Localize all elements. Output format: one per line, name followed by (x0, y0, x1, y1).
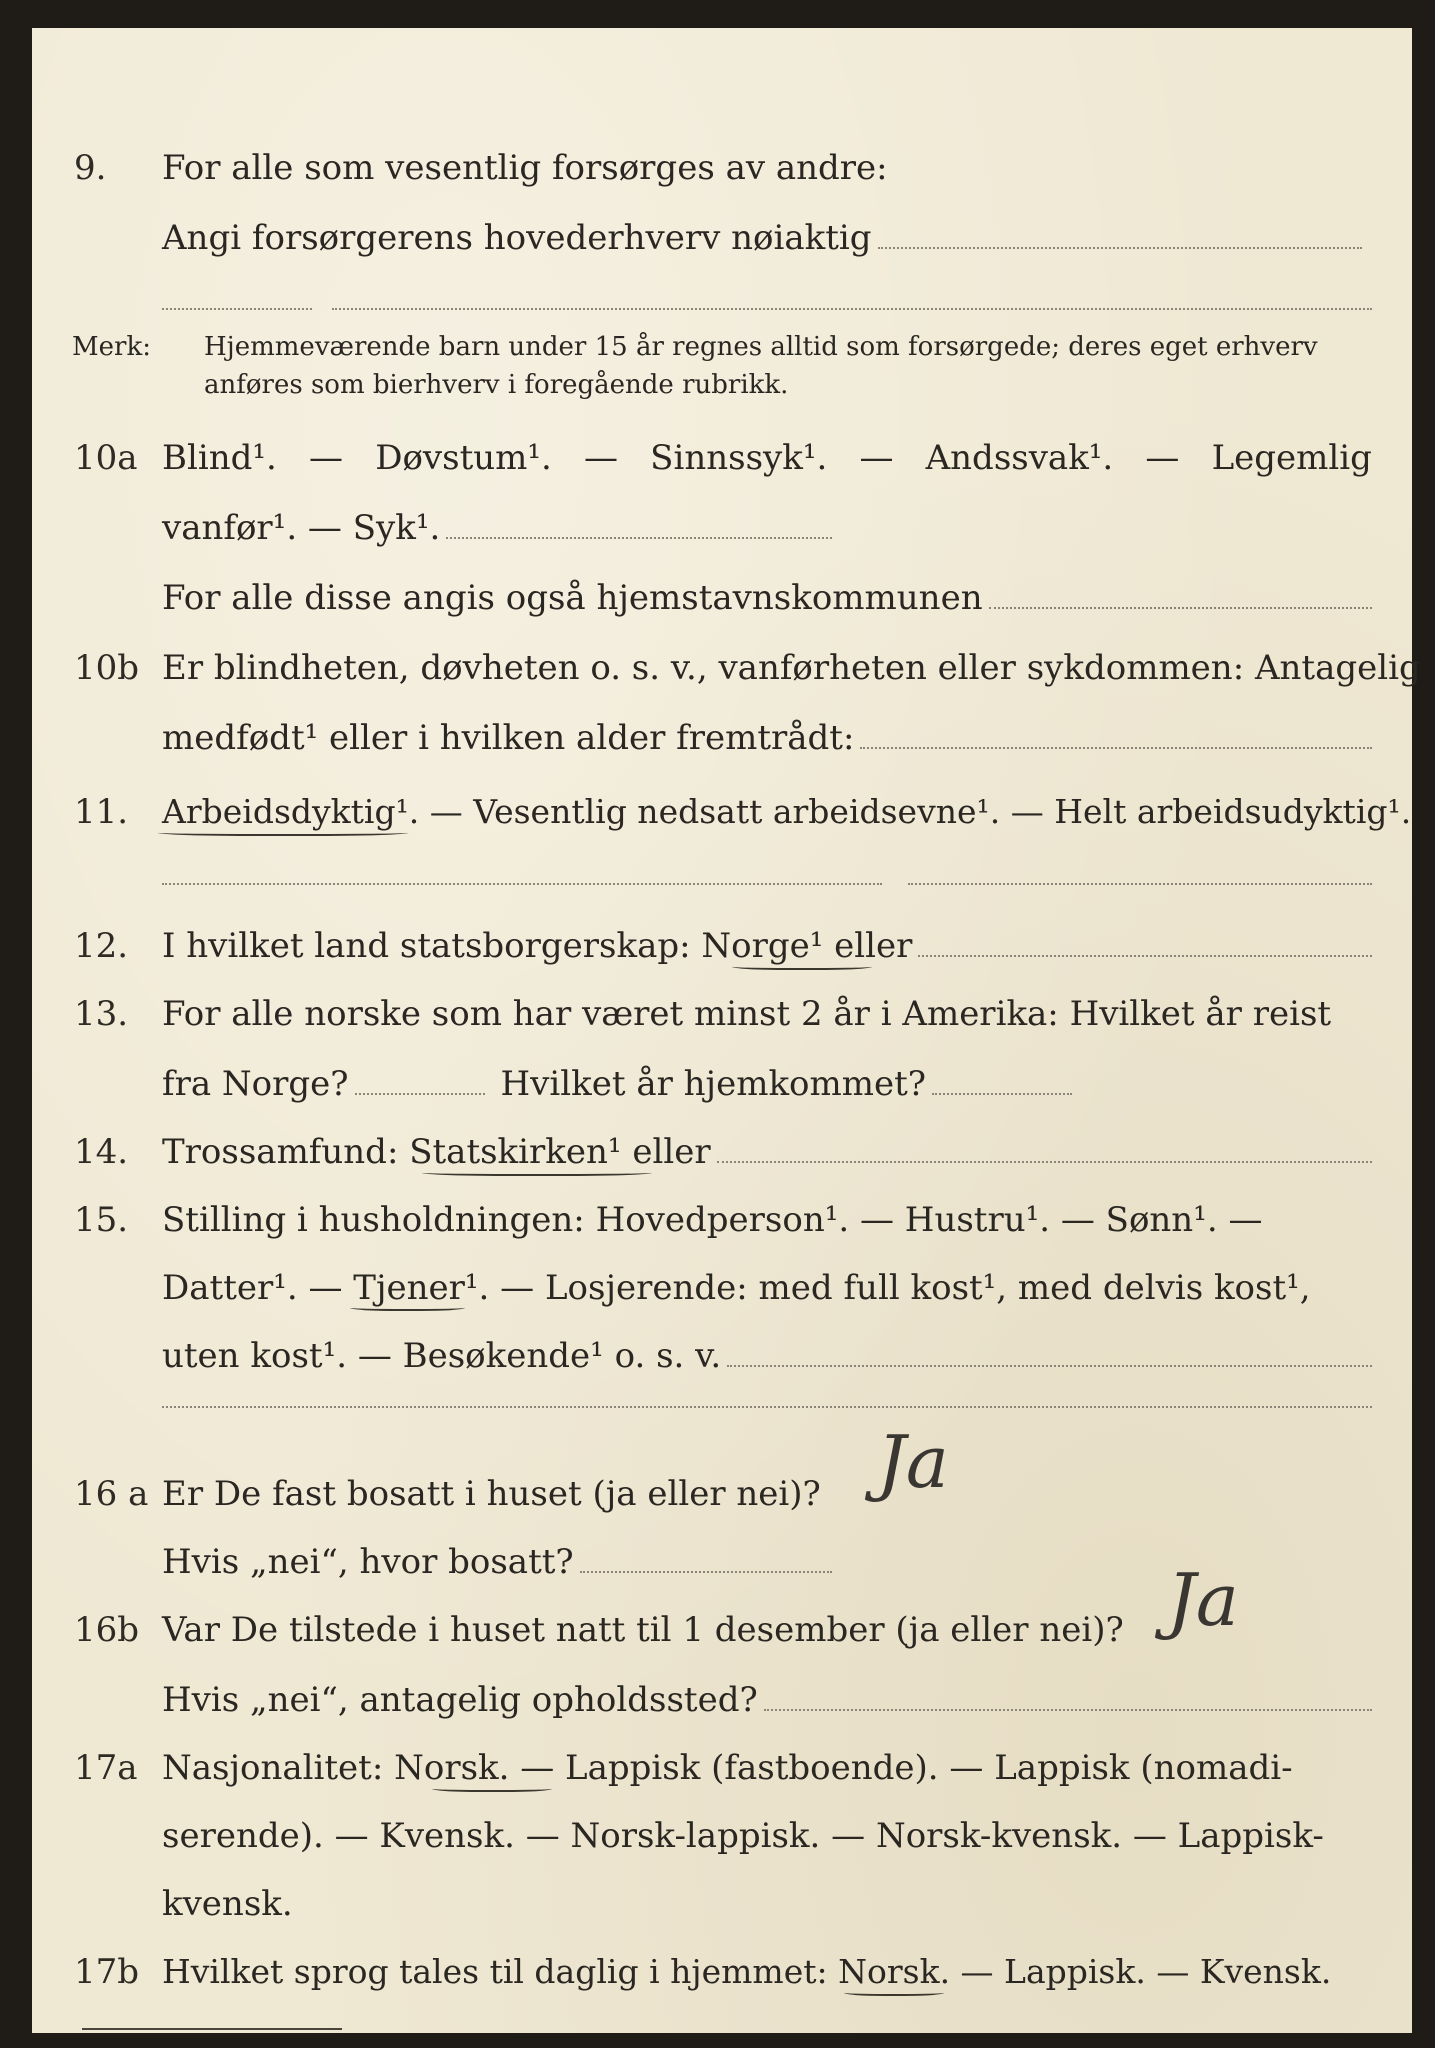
q11-text-1: Arbeidsdyktig¹. — Vesentlig nedsatt arbeidsevne¹. — Helt arbeidsudyktig¹. (162, 792, 1412, 831)
q17b-number: 17b (74, 1952, 140, 1992)
q10a-item: Legemlig (1211, 438, 1372, 478)
q15-text-2: Datter¹. — Tjener¹. — Losjerende: med full kost¹, med delvis kost¹, (162, 1268, 1311, 1308)
q10a-line-3 (162, 578, 1372, 618)
q14-denomination-field[interactable] (717, 1137, 1372, 1163)
q11-blank-2[interactable] (908, 883, 1372, 885)
q17a-line-2 (162, 1816, 1372, 1856)
q10a-row-2 (32, 502, 1412, 552)
q10a-item: Døvstum¹. (375, 438, 552, 478)
q11-line-1 (162, 792, 1412, 831)
q16b-whereabouts-field[interactable] (764, 1685, 1372, 1711)
q10b-text-1: Er blindheten, døvheten o. s. v., vanførheten eller sykdommen: Antagelig (162, 648, 1421, 688)
q13-line-1 (162, 994, 1372, 1034)
q17b-line-1 (162, 1952, 1372, 1991)
q10a-municipality-field[interactable] (989, 583, 1372, 609)
q17a-handwritten-underline (432, 1784, 552, 1792)
q10a-item: — (583, 438, 618, 478)
q12-number: 12. (74, 926, 129, 966)
q16b-row-2 (32, 1674, 1412, 1724)
q15-line-2 (162, 1268, 1372, 1308)
q13-row-2 (32, 1058, 1412, 1108)
q17b-handwritten-underline (844, 1988, 944, 1996)
q12-row-1 (32, 920, 1412, 970)
q16a-handwritten-answer: Ja (877, 1420, 949, 1504)
q10a-text-2: vanfør¹. — Syk¹. (162, 508, 441, 548)
q15-position-field[interactable] (727, 1341, 1372, 1367)
q16a-number: 16 a (74, 1474, 149, 1514)
q17b-row-1 (32, 1946, 1412, 1996)
q10a-item: — (1145, 438, 1180, 478)
q16b-handwritten-answer: Ja (1167, 1558, 1239, 1642)
q13-row-1 (32, 988, 1412, 1038)
q16a-line-1 (162, 1474, 821, 1514)
q17a-row-2 (32, 1810, 1412, 1860)
q11-blank-1[interactable] (162, 883, 882, 885)
q12-country-field[interactable] (918, 931, 1372, 957)
q10a-line-1 (162, 438, 1372, 478)
q17a-line-1 (162, 1748, 1372, 1788)
q10a-item: Andssvak¹. (925, 438, 1114, 478)
q10a-text-3: For alle disse angis også hjemstavnskommunen (162, 578, 983, 618)
q15-blank[interactable] (162, 1406, 1372, 1408)
q16b-text-2: Hvis „nei“, antagelig opholdssted? (162, 1680, 758, 1720)
q9-row-2 (32, 212, 1412, 262)
q15-line-1 (162, 1200, 1372, 1240)
q9-row-1 (32, 142, 1412, 192)
q10b-line-2 (162, 718, 1372, 758)
q13-number: 13. (74, 994, 129, 1034)
q10b-age-field[interactable] (860, 723, 1372, 749)
q10a-row-3 (32, 572, 1412, 622)
q9-blank-long[interactable] (332, 308, 1372, 310)
q12-text-1: I hvilket land statsborgerskap: Norge¹ eller (162, 926, 913, 966)
q13-left-year-field[interactable] (355, 1069, 485, 1095)
q9-number: 9. (74, 148, 107, 188)
q17a-row-1 (32, 1742, 1412, 1792)
merk-label: Merk: (72, 332, 151, 362)
q15-row-1 (32, 1194, 1412, 1244)
q9-line-1 (162, 148, 1372, 188)
q17a-number: 17a (74, 1748, 138, 1788)
q14-row-1 (32, 1126, 1412, 1176)
q15-handwritten-underline (350, 1303, 465, 1311)
q10a-item: — (859, 438, 894, 478)
q17a-line-3 (162, 1884, 1372, 1924)
merk-line-2: anføres som bierhverv i foregående rubrikk. (204, 370, 789, 400)
q16b-text-1: Var De tilstede i huset natt til 1 desember (ja eller nei)? (162, 1610, 1124, 1650)
q11-number: 11. (74, 792, 129, 832)
q10a-item: — (309, 438, 344, 478)
q13-line-2 (162, 1064, 1072, 1104)
q9-text-2: Angi forsørgerens hovederhverv nøiaktig (162, 218, 872, 258)
q12-handwritten-underline (732, 962, 872, 970)
q16b-line-2 (162, 1680, 1372, 1720)
q16a-text-2: Hvis „nei“, hvor bosatt? (162, 1542, 574, 1582)
q12-line-1 (162, 926, 1372, 966)
q17a-text-3: kvensk. (162, 1884, 293, 1924)
q9-answer-field[interactable] (878, 223, 1362, 249)
q10a-line-2 (162, 508, 832, 548)
q16a-row-1 (32, 1468, 1412, 1518)
q10b-number: 10b (74, 648, 140, 688)
q10b-row-1 (32, 642, 1421, 692)
q16b-line-1 (162, 1610, 1152, 1650)
q15-line-3 (162, 1336, 1372, 1376)
q17a-text-2: serende). — Kvensk. — Norsk-lappisk. — Norsk-kvensk. — Lappisk- (162, 1816, 1324, 1856)
q17a-text-1: Nasjonalitet: Norsk. — Lappisk (fastboende). — Lappisk (nomadi- (162, 1748, 1293, 1788)
q10a-row-1 (32, 432, 1412, 482)
q16b-number: 16b (74, 1610, 140, 1650)
q10b-row-2 (32, 712, 1412, 762)
q15-text-1: Stilling i husholdningen: Hovedperson¹. — Hustru¹. — Sønn¹. — (162, 1200, 1263, 1240)
q14-number: 14. (74, 1132, 129, 1172)
q16a-text-1: Er De fast bosatt i huset (ja eller nei)? (162, 1474, 821, 1514)
q13-return-year-field[interactable] (932, 1069, 1072, 1095)
q10b-line-1 (162, 648, 1421, 688)
q15-row-3 (32, 1330, 1412, 1380)
q10a-sick-field[interactable] (446, 513, 832, 539)
q13-text-1: For alle norske som har været minst 2 år i Amerika: Hvilket år reist (162, 994, 1332, 1034)
q10b-text-2: medfødt¹ eller i hvilken alder fremtrådt: (162, 718, 855, 758)
q11-handwritten-underline (158, 828, 408, 836)
q9-blank-short[interactable] (162, 308, 312, 310)
q14-handwritten-underline (422, 1168, 652, 1176)
q13-text-2a: fra Norge? (162, 1064, 349, 1104)
merk-line-1: Hjemmeværende barn under 15 år regnes alltid som forsørgede; deres eget erhverv (204, 332, 1318, 362)
q16a-residence-field[interactable] (580, 1547, 832, 1573)
q16a-line-2 (162, 1542, 832, 1582)
q10a-number: 10a (74, 438, 138, 478)
q10a-item: Sinnssyk¹. (650, 438, 828, 478)
q15-text-3: uten kost¹. — Besøkende¹ o. s. v. (162, 1336, 722, 1376)
q15-row-2 (32, 1262, 1412, 1312)
q9-text-1: For alle som vesentlig forsørges av andre: (162, 148, 888, 188)
q14-text-1: Trossamfund: Statskirken¹ eller (162, 1132, 711, 1172)
q14-line-1 (162, 1132, 1372, 1172)
q13-text-2b: Hvilket år hjemkommet? (500, 1064, 927, 1104)
q17b-text-1: Hvilket sprog tales til daglig i hjemmet: Norsk. — Lappisk. — Kvensk. (162, 1952, 1332, 1991)
census-form-page (32, 28, 1421, 2033)
q15-number: 15. (74, 1200, 129, 1240)
q10a-item: Blind¹. (162, 438, 277, 478)
q17a-row-3 (32, 1878, 1412, 1928)
q9-line-2 (162, 218, 1362, 258)
footnote-rule (82, 2028, 342, 2030)
